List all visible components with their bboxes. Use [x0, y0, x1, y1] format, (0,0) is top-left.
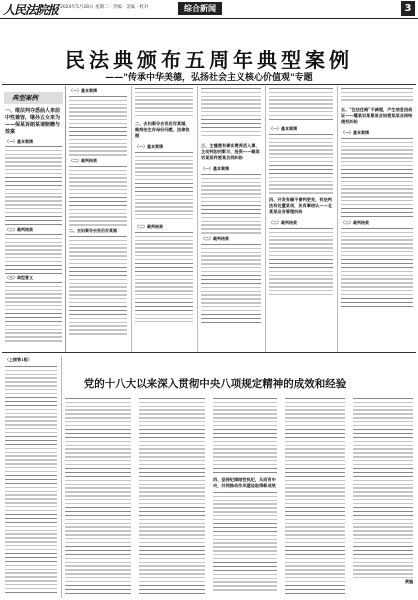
case-headline: 五、"注法住路"不减理，产生信息投侦证——曝某诉某景某业知要某某业网络侵权纠纷	[341, 107, 413, 124]
text-block	[269, 88, 333, 122]
text-block	[341, 138, 413, 218]
newspaper-logo: 人民法院报	[3, 3, 59, 17]
case-label: （一）基本案情	[201, 166, 229, 171]
editor-credit: 责编	[405, 579, 413, 584]
text-block	[213, 398, 277, 474]
article-column	[66, 86, 130, 352]
continued-tag: （上接第1版）	[5, 357, 32, 362]
sidebar	[2, 86, 66, 352]
article-column	[338, 86, 416, 352]
second-headline: 党的十八大以来深入贯彻中央八项规定精神的成效和经验	[83, 378, 347, 390]
text-block	[353, 398, 413, 578]
text-block	[69, 96, 127, 156]
left-column	[2, 356, 60, 598]
article-column	[132, 86, 196, 352]
section-tag: 综合新闻	[178, 2, 222, 15]
article-column	[136, 398, 208, 596]
text-block	[135, 152, 193, 222]
text-block	[269, 228, 333, 298]
main-headline: 民法典颁布五周年典型案例	[65, 48, 353, 72]
case-label: （二）裁判结果	[135, 224, 163, 229]
divider	[2, 84, 416, 85]
text-block	[5, 282, 62, 342]
sidebar-sub: （二）裁判结果	[5, 227, 33, 232]
case-headline: 二、去妇案夺去世后存某婚，维持法生存母份问题，法律依据	[135, 121, 190, 138]
masthead	[0, 0, 418, 19]
text-block	[135, 88, 193, 116]
text-block	[341, 88, 413, 102]
text-block	[269, 134, 333, 194]
sidebar-headline: 一、维法判夺悉曲人来前中性兼容，继孙五女来为——保某诉朗某请赔赠与效案	[5, 108, 61, 135]
article-column	[350, 398, 416, 596]
text-block	[201, 88, 261, 138]
article-column	[198, 86, 264, 352]
case-label: 二、去妇案夺去世后存某婚	[69, 228, 117, 233]
divider	[2, 352, 416, 353]
case-label: （二）裁判结果	[269, 220, 297, 225]
text-block	[5, 366, 57, 594]
sidebar-sub: （三）典型意义	[5, 275, 33, 280]
case-label: （一）基本案情	[69, 88, 97, 93]
text-block	[285, 398, 345, 594]
text-block	[139, 398, 205, 594]
text-block	[213, 492, 277, 592]
text-block	[69, 236, 127, 336]
article-column	[282, 398, 348, 596]
text-block	[135, 232, 193, 322]
case-label: （一）基本案情	[135, 144, 163, 149]
text-block	[5, 146, 62, 226]
text-block	[5, 234, 62, 274]
text-block	[201, 174, 261, 234]
text-block	[69, 166, 127, 226]
case-label: （二）裁判结果	[201, 236, 229, 241]
article-column	[210, 398, 280, 596]
section-headline: 四、坚持纪律刚性执纪，从而有中央，共同推动作风建设取得新成效	[213, 477, 276, 488]
text-block	[341, 228, 413, 308]
text-block	[65, 398, 131, 594]
case-label: （一）基本案情	[269, 126, 297, 131]
case-headline: 四、开发有赖不曾判更充，有法判法有处置某项，负有事信认——北某某业务管理纠纷	[269, 197, 332, 214]
case-label: （二）裁判结果	[341, 220, 369, 225]
masthead-meta: 2024年5月28日 星期二 · 责编 · 美编 · 校对	[60, 5, 149, 10]
sidebar-sub: （一）基本案情	[5, 139, 33, 144]
main-subhead: ——"传承中华美德，弘扬社会主义核心价值观"专题	[105, 73, 313, 83]
page-number: 3	[401, 1, 415, 16]
article-column	[266, 86, 336, 352]
case-label: （一）基本案情	[341, 130, 369, 135]
case-label: （二）裁判结果	[69, 158, 97, 163]
text-block	[201, 244, 261, 324]
sidebar-title: 典型案例	[4, 92, 63, 104]
case-headline: 三、主播遗有事实费养活人事，主动判如何影示，投资——赖某诉某某件被某合同纠纷	[201, 143, 260, 160]
article-column	[62, 398, 134, 596]
